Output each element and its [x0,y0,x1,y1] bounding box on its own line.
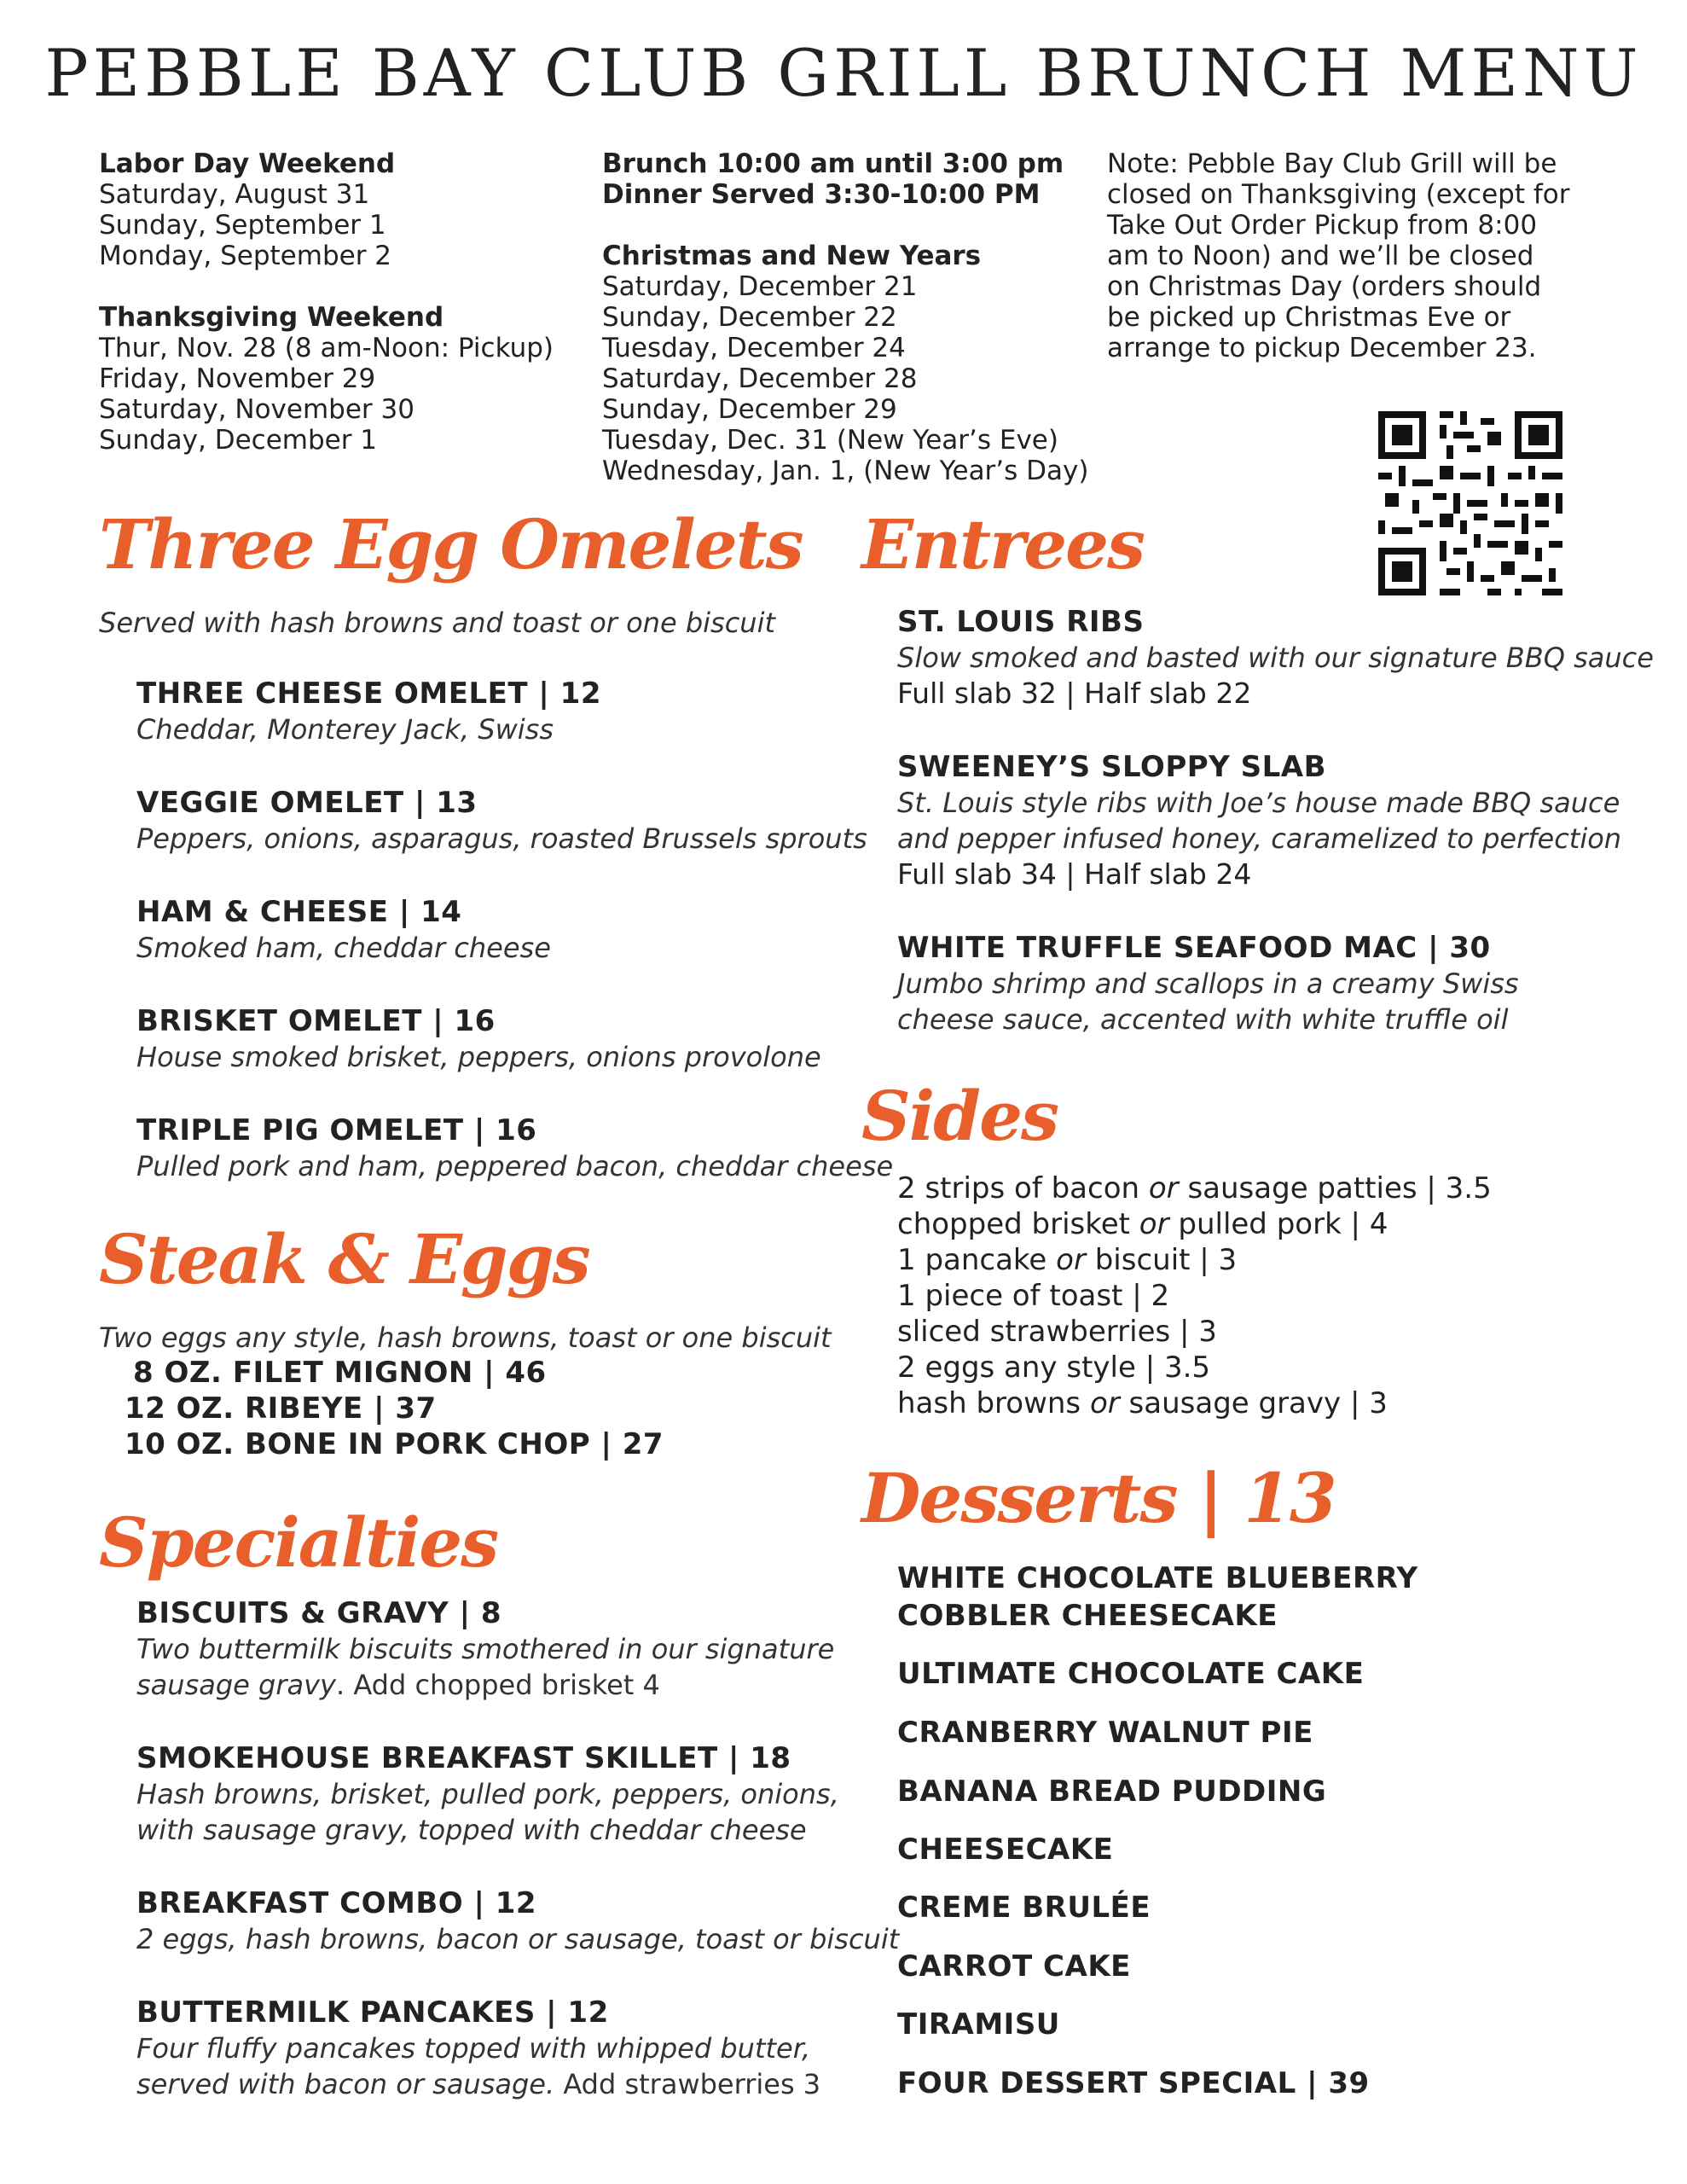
dessert-item: CREME BRULÉE [897,1891,1151,1925]
page-title: PEBBLE BAY CLUB GRILL BRUNCH MENU [44,35,1643,111]
side-item: 1 pancake or biscuit | 3 [897,1243,1238,1277]
side-item: 2 eggs any style | 3.5 [897,1350,1211,1385]
dessert-item: TIRAMISU [897,2007,1060,2042]
item-description: Four fluffy pancakes topped with whipped butter, [136,2032,811,2065]
item-name: SMOKEHOUSE BREAKFAST SKILLET | 18 [136,1741,791,1775]
date-line: Monday, September 2 [99,241,392,271]
dinner-hours: Dinner Served 3:30-10:00 PM [602,179,1041,210]
dessert-item: FOUR DESSERT SPECIAL | 39 [897,2066,1370,2100]
steak-item: 10 OZ. BONE IN PORK CHOP | 27 [125,1427,664,1461]
labor-day-heading: Labor Day Weekend [99,148,396,179]
item-description: sausage gravy [136,1669,336,1701]
item-price: Full slab 34 | Half slab 24 [897,857,1252,891]
date-line: Friday, November 29 [99,363,376,394]
item-description: House smoked brisket, peppers, onions provolone [136,1041,821,1073]
menu-item [897,604,1654,712]
steak-item: 12 OZ. RIBEYE | 37 [125,1391,437,1426]
sides-section-title: Sides [861,1076,1058,1156]
specialties-section-title: Specialties [99,1502,498,1583]
note-line: be picked up Christmas Eve or [1107,302,1511,333]
omelets-subtitle: Served with hash browns and toast or one biscuit [99,607,775,639]
note-line: on Christmas Day (orders should [1107,271,1542,302]
entrees-section-title: Entrees [861,504,1145,584]
menu-item [136,1003,821,1075]
dessert-item: ULTIMATE CHOCOLATE CAKE [897,1657,1365,1691]
date-line: Saturday, December 28 [602,363,918,394]
date-line: Thur, Nov. 28 (8 am-Noon: Pickup) [99,333,554,363]
menu-item [897,749,1621,892]
holiday-dates-column-1 [99,148,554,456]
item-name: HAM & CHEESE | 14 [136,895,462,929]
item-name: WHITE TRUFFLE SEAFOOD MAC | 30 [897,931,1491,965]
item-name: BUTTERMILK PANCAKES | 12 [136,1995,609,2030]
sides-list [897,1170,1492,1421]
closure-note [1107,148,1619,363]
qr-code-icon[interactable] [1378,411,1562,595]
item-name: BRISKET OMELET | 16 [136,1004,496,1038]
item-description: served with bacon or sausage. [136,2068,555,2100]
item-description: Two buttermilk biscuits smothered in our signature [136,1633,835,1665]
note-line: Take Out Order Pickup from 8:00 [1107,210,1538,241]
item-description: Jumbo shrimp and scallops in a creamy Swiss [897,967,1519,1000]
brunch-hours: Brunch 10:00 am until 3:00 pm [602,148,1064,179]
note-line: arrange to pickup December 23. [1107,333,1537,363]
date-line: Sunday, September 1 [99,210,386,241]
item-name: ST. LOUIS RIBS [897,605,1145,639]
desserts-section-title: Desserts | 13 [861,1458,1336,1538]
date-line: Sunday, December 29 [602,394,897,425]
note-line: closed on Thanksgiving (except for [1107,179,1570,210]
holiday-dates-column-2 [602,148,1088,486]
menu-item [136,1112,893,1184]
item-description: St. Louis style ribs with Joe’s house made BBQ sauce [897,787,1620,819]
item-description: Peppers, onions, asparagus, roasted Brussels sprouts [136,822,867,855]
dessert-item: WHITE CHOCOLATE BLUEBERRY [897,1561,1418,1595]
item-description: Slow smoked and basted with our signature BBQ sauce [897,642,1654,674]
date-line: Tuesday, Dec. 31 (New Year’s Eve) [602,425,1058,456]
side-item: hash browns or sausage gravy | 3 [897,1386,1388,1420]
item-description: Hash browns, brisket, pulled pork, peppers, onions, [136,1778,839,1810]
date-line: Tuesday, December 24 [602,333,906,363]
steak-subtitle: Two eggs any style, hash browns, toast or one biscuit [99,1321,832,1354]
note-line: am to Noon) and we’ll be closed [1107,241,1534,271]
date-line: Wednesday, Jan. 1, (New Year’s Day) [602,456,1089,486]
menu-item [136,676,601,747]
christmas-heading: Christmas and New Years [602,241,982,271]
menu-item [136,894,551,966]
date-line: Saturday, November 30 [99,394,415,425]
item-description: 2 eggs, hash browns, bacon or sausage, toast or biscuit [136,1923,900,1955]
item-name: VEGGIE OMELET | 13 [136,786,478,820]
item-description: and pepper infused honey, caramelized to perfection [897,822,1622,855]
item-addon: . Add chopped brisket 4 [335,1669,660,1701]
menu-item [136,785,867,857]
note-line: Note: Pebble Bay Club Grill will be [1107,148,1557,179]
item-name: BISCUITS & GRAVY | 8 [136,1596,502,1630]
date-line: Sunday, December 1 [99,425,378,456]
omelets-section-title: Three Egg Omelets [99,504,803,584]
menu-item [136,1885,899,1957]
item-addon: Add strawberries 3 [554,2068,821,2100]
side-item: sliced strawberries | 3 [897,1315,1217,1349]
date-line: Saturday, August 31 [99,179,370,210]
item-name: THREE CHEESE OMELET | 12 [136,677,601,711]
dessert-item: CARROT CAKE [897,1949,1131,1984]
dessert-item: COBBLER CHEESECAKE [897,1599,1278,1633]
item-description: Cheddar, Monterey Jack, Swiss [136,713,554,746]
item-description: cheese sauce, accented with white truffle oil [897,1003,1509,1036]
item-description: Pulled pork and ham, peppered bacon, cheddar cheese [136,1150,894,1182]
item-name: BREAKFAST COMBO | 12 [136,1886,537,1920]
side-item: chopped brisket or pulled pork | 4 [897,1207,1388,1241]
date-line: Saturday, December 21 [602,271,918,302]
steak-section-title: Steak & Eggs [99,1219,589,1299]
item-name: SWEENEY’S SLOPPY SLAB [897,750,1327,784]
date-line: Sunday, December 22 [602,302,897,333]
dessert-item: CRANBERRY WALNUT PIE [897,1716,1313,1750]
menu-item [136,1995,820,2102]
steak-item: 8 OZ. FILET MIGNON | 46 [133,1356,547,1390]
menu-item [136,1740,839,1848]
thanksgiving-heading: Thanksgiving Weekend [99,302,444,333]
item-description: Smoked ham, cheddar cheese [136,932,551,964]
item-description: with sausage gravy, topped with cheddar cheese [136,1814,807,1846]
side-item: 2 strips of bacon or sausage patties | 3.5 [897,1171,1492,1205]
item-price: Full slab 32 | Half slab 22 [897,677,1252,710]
dessert-item: CHEESECAKE [897,1833,1114,1867]
item-name: TRIPLE PIG OMELET | 16 [136,1113,537,1147]
dessert-item: BANANA BREAD PUDDING [897,1774,1327,1809]
menu-item [136,1595,834,1703]
menu-item [897,930,1519,1037]
side-item: 1 piece of toast | 2 [897,1279,1170,1313]
